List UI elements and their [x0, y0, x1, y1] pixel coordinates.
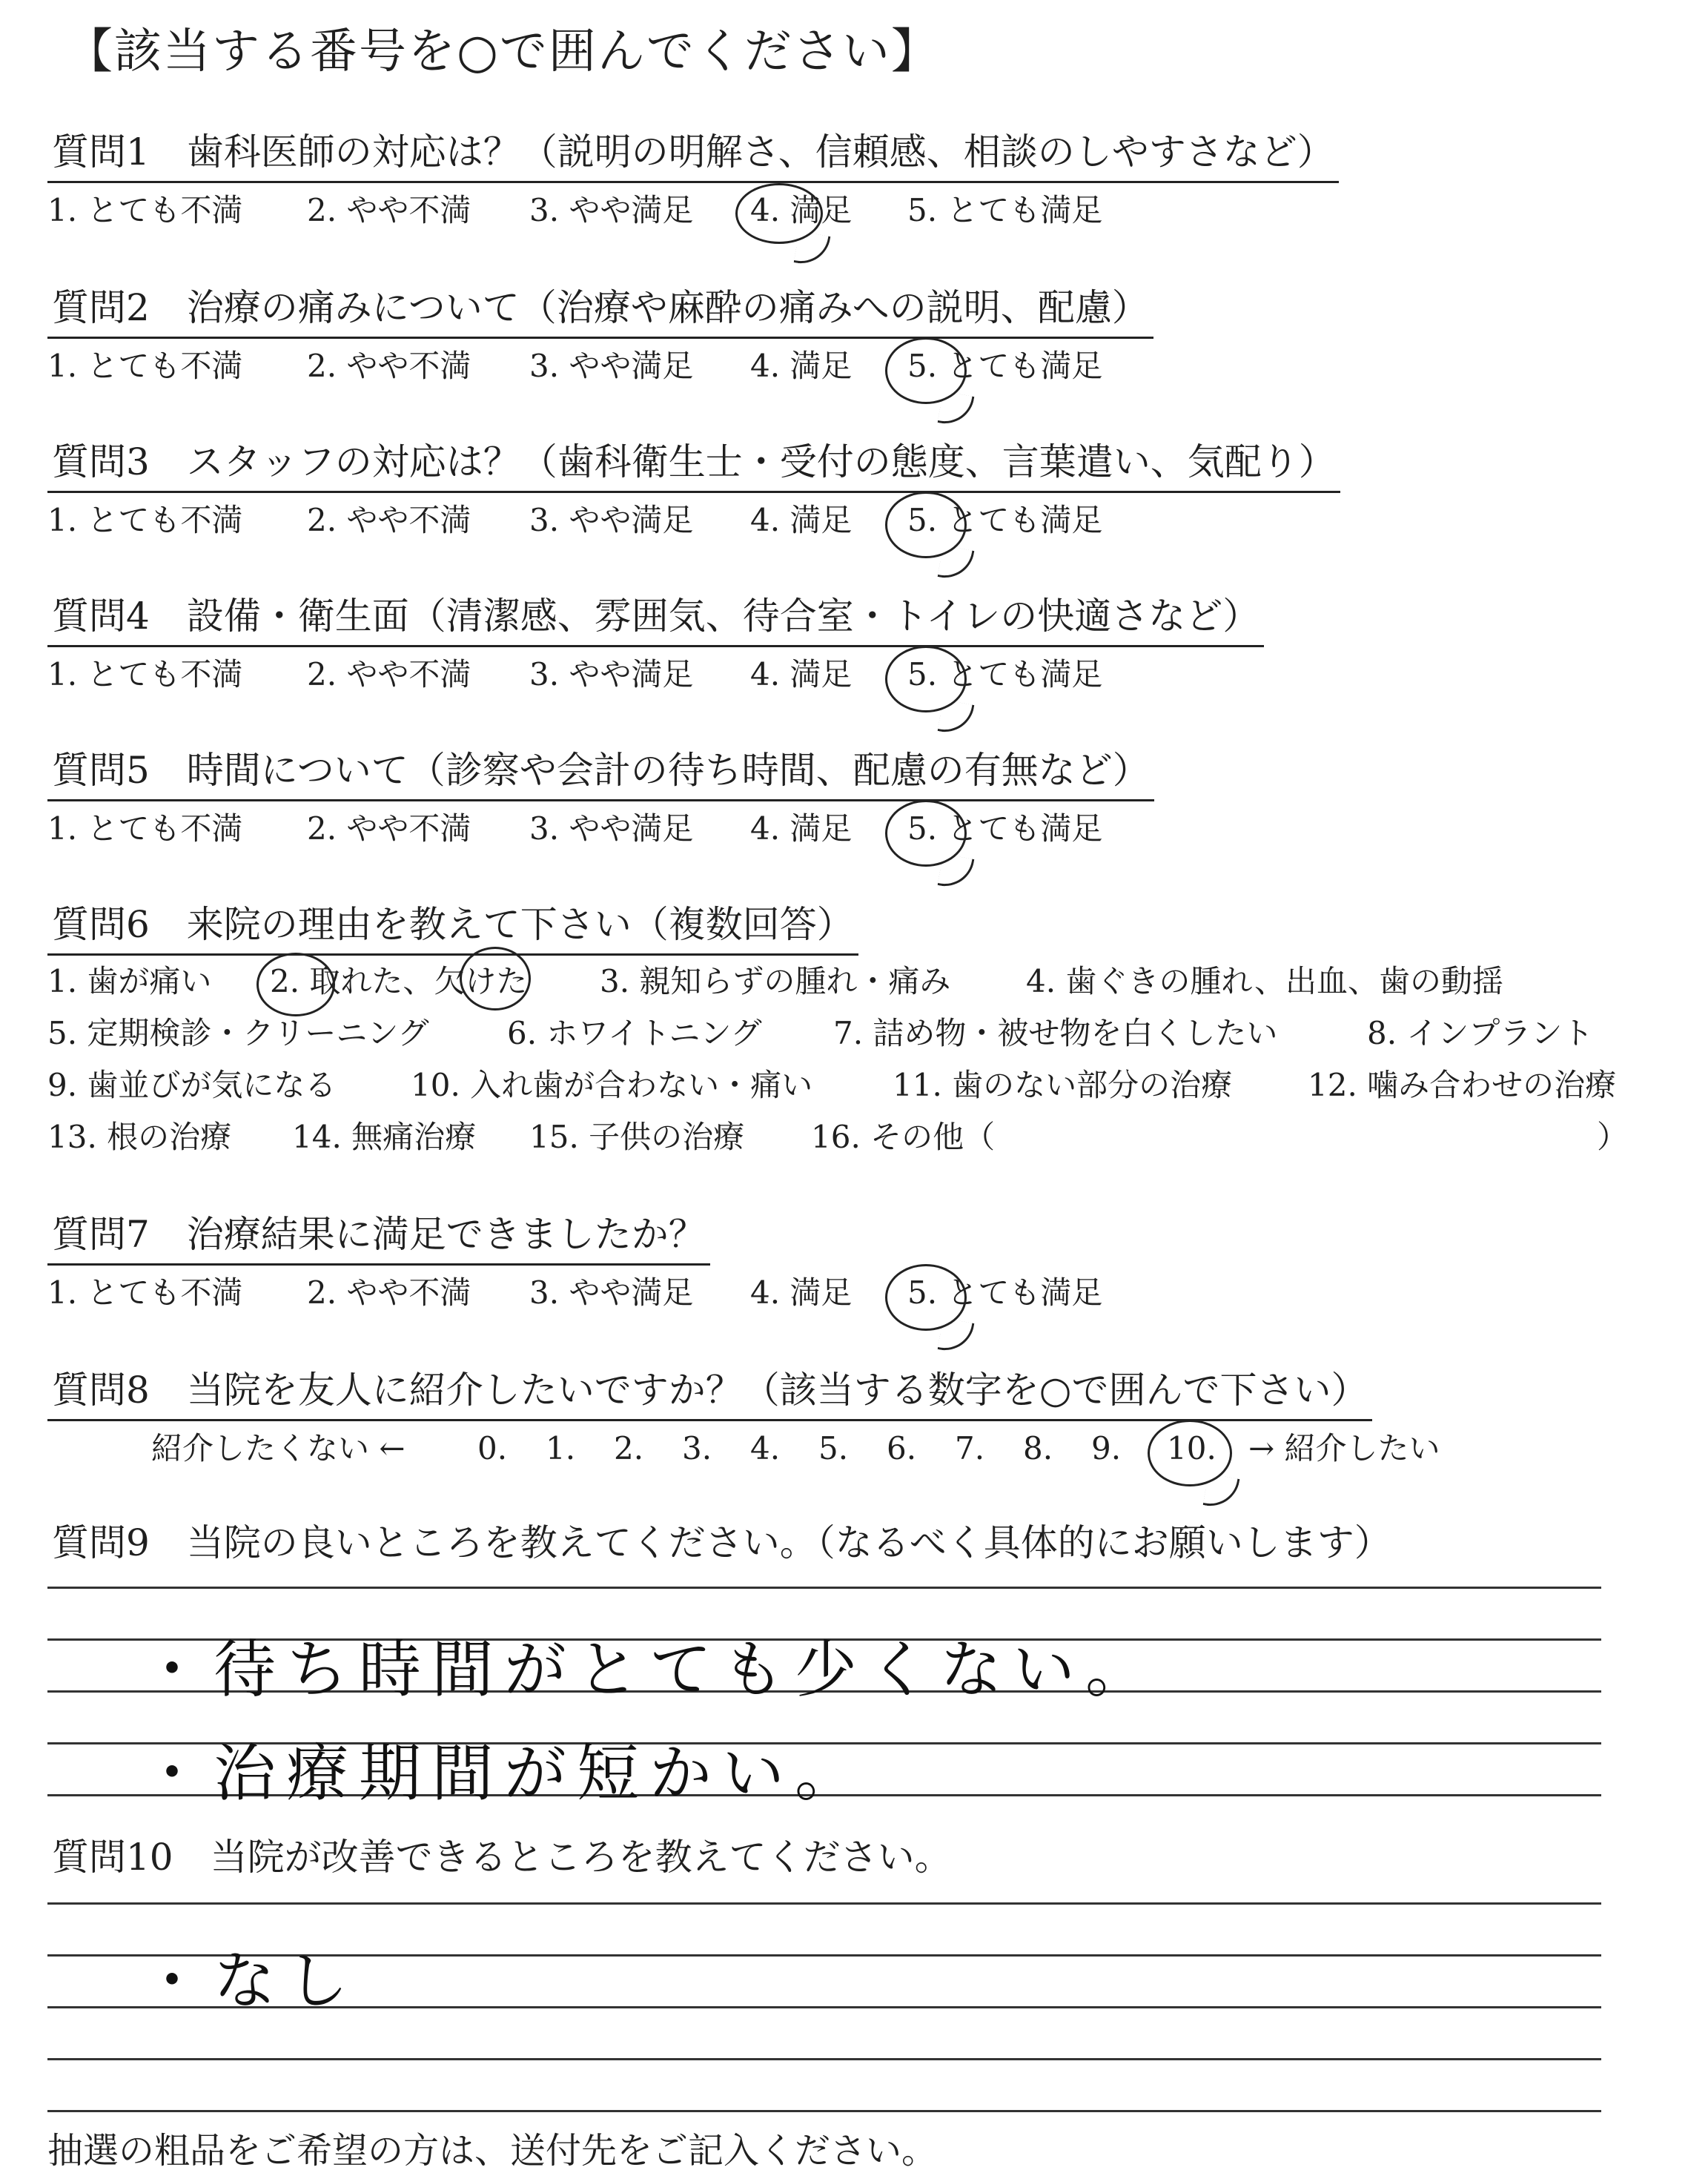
q6-option-15[interactable]: 15. 子供の治療	[529, 1119, 745, 1155]
q1-option-1[interactable]: 1. とても不満	[47, 192, 243, 228]
q7-option-5[interactable]: 5. とても満足	[907, 1274, 1103, 1311]
q8-num-4[interactable]: 4.	[750, 1430, 781, 1466]
q6-option-8[interactable]: 8. インプラント	[1367, 1015, 1594, 1051]
q4-option-4[interactable]: 4. 満足	[750, 656, 853, 692]
q8-num-9[interactable]: 9.	[1091, 1430, 1122, 1466]
q6-other-close-paren: ）	[1597, 1119, 1629, 1155]
q3-option-1[interactable]: 1. とても不満	[47, 502, 243, 538]
q10-line-5	[47, 2110, 1601, 2112]
q2-option-1[interactable]: 1. とても不満	[47, 348, 243, 384]
q4-option-5[interactable]: 5. とても満足	[907, 656, 1103, 692]
q10-line-4	[47, 2058, 1601, 2060]
question-5-options	[47, 810, 1664, 853]
q8-num-5[interactable]: 5.	[818, 1430, 849, 1466]
question-3-options	[47, 502, 1664, 545]
question-6-title: 質問6 来院の理由を教えて下さい（複数回答）	[47, 906, 858, 956]
q6-option-1[interactable]: 1. 歯が痛い	[47, 963, 212, 999]
q6-option-2[interactable]: 2. 取れた、欠けた	[270, 963, 528, 999]
q8-num-7[interactable]: 7.	[955, 1430, 985, 1466]
q6-option-6[interactable]: 6. ホワイトニング	[507, 1015, 762, 1051]
q6-row-2	[47, 1015, 1664, 1070]
q3-option-3[interactable]: 3. やや満足	[529, 502, 694, 538]
question-4	[47, 595, 1664, 699]
q3-option-4[interactable]: 4. 満足	[750, 502, 853, 538]
q1-option-5[interactable]: 5. とても満足	[907, 192, 1103, 228]
q1-option-4[interactable]: 4. 満足	[750, 192, 853, 228]
q7-option-3[interactable]: 3. やや満足	[529, 1274, 694, 1311]
q5-option-2[interactable]: 2. やや不満	[307, 810, 471, 847]
q8-left-label: 紹介したくない ←	[151, 1430, 406, 1466]
question-3	[47, 440, 1664, 545]
q8-num-2[interactable]: 2.	[614, 1430, 644, 1466]
question-8-title: 質問8 当院を友人に紹介したいですか？（該当する数字を○で囲んで下さい）	[47, 1372, 1372, 1421]
q4-option-1[interactable]: 1. とても不満	[47, 656, 243, 692]
q2-option-4[interactable]: 4. 満足	[750, 348, 853, 384]
q4-option-2[interactable]: 2. やや不満	[307, 656, 471, 692]
q9-handwritten-answer-1[interactable]: ・待ち時間がとても少くない。	[141, 1633, 1159, 1706]
q9-handwritten-answer-2[interactable]: ・治療期間が短かい。	[141, 1737, 868, 1810]
q8-num-8[interactable]: 8.	[1023, 1430, 1053, 1466]
q7-option-1[interactable]: 1. とても不満	[47, 1274, 243, 1311]
question-9	[47, 1521, 1664, 1572]
q6-option-10[interactable]: 10. 入れ歯が合わない・痛い	[411, 1067, 813, 1103]
q6-option-11[interactable]: 11. 歯のない部分の治療	[893, 1067, 1233, 1103]
q6-option-13[interactable]: 13. 根の治療	[47, 1119, 232, 1155]
q6-option-7[interactable]: 7. 詰め物・被せ物を白くしたい	[833, 1015, 1278, 1051]
question-3-title: 質問3 スタッフの対応は？（歯科衛生士・受付の態度、言葉遣い、気配り）	[47, 443, 1340, 493]
q6-row-4	[47, 1119, 1664, 1174]
q3-option-2[interactable]: 2. やや不満	[307, 502, 471, 538]
q8-num-10[interactable]: 10.	[1167, 1430, 1217, 1466]
question-9-title: 質問9 当院の良いところを教えてください。（なるべく具体的にお願いします）	[52, 1521, 1391, 1564]
q4-option-3[interactable]: 3. やや満足	[529, 656, 694, 692]
q8-num-0[interactable]: 0.	[477, 1430, 508, 1466]
question-1	[47, 130, 1664, 235]
q6-option-3[interactable]: 3. 親知らずの腫れ・痛み	[600, 963, 951, 999]
question-8-scale	[47, 1430, 1664, 1473]
question-6	[47, 903, 1664, 1174]
q2-option-2[interactable]: 2. やや不満	[307, 348, 471, 384]
question-5-title: 質問5 時間について（診察や会計の待ち時間、配慮の有無など）	[47, 752, 1154, 801]
question-10-title: 質問10 当院が改善できるところを教えてください。	[52, 1836, 952, 1879]
q10-line-1	[47, 1902, 1601, 1905]
q6-row-3	[47, 1067, 1664, 1122]
q5-option-1[interactable]: 1. とても不満	[47, 810, 243, 847]
q6-option-16[interactable]: 16. その他（	[811, 1119, 996, 1155]
q2-option-3[interactable]: 3. やや満足	[529, 348, 694, 384]
question-4-title: 質問4 設備・衛生面（清潔感、雰囲気、待合室・トイレの快適さなど）	[47, 598, 1264, 647]
question-2-options	[47, 348, 1664, 391]
q9-line-1	[47, 1587, 1601, 1589]
q5-option-3[interactable]: 3. やや満足	[529, 810, 694, 847]
question-8	[47, 1369, 1664, 1473]
q5-option-4[interactable]: 4. 満足	[750, 810, 853, 847]
q8-right-label: → 紹介したい	[1248, 1430, 1440, 1466]
question-4-options	[47, 656, 1664, 699]
question-6-options	[47, 963, 1664, 1174]
q1-option-2[interactable]: 2. やや不満	[307, 192, 471, 228]
question-1-options	[47, 192, 1664, 235]
footer-note: 抽選の粗品をご希望の方は、送付先をご記入ください。	[47, 2130, 938, 2172]
q3-option-5[interactable]: 5. とても満足	[907, 502, 1103, 538]
q6-option-12[interactable]: 12. 噛み合わせの治療	[1308, 1067, 1617, 1103]
q7-option-4[interactable]: 4. 満足	[750, 1274, 853, 1311]
q6-row-1	[47, 963, 1664, 1018]
q10-handwritten-answer-1[interactable]: ・なし	[141, 1945, 360, 2017]
q6-option-4[interactable]: 4. 歯ぐきの腫れ、出血、歯の動揺	[1026, 963, 1503, 999]
question-7-title: 質問7 治療結果に満足できましたか？	[47, 1216, 710, 1266]
question-10	[47, 1836, 1664, 1886]
question-7-options	[47, 1274, 1664, 1317]
q5-option-5[interactable]: 5. とても満足	[907, 810, 1103, 847]
instruction-header: 【該当する番号を○で囲んでください】	[65, 24, 940, 79]
q6-option-9[interactable]: 9. 歯並びが気になる	[47, 1067, 337, 1103]
question-5	[47, 749, 1664, 853]
q6-option-14[interactable]: 14. 無痛治療	[292, 1119, 477, 1155]
question-7	[47, 1213, 1664, 1317]
q8-num-3[interactable]: 3.	[682, 1430, 712, 1466]
question-2-title: 質問2 治療の痛みについて（治療や麻酔の痛みへの説明、配慮）	[47, 289, 1153, 339]
q7-option-2[interactable]: 2. やや不満	[307, 1274, 471, 1311]
question-2	[47, 286, 1664, 391]
question-1-title: 質問1 歯科医師の対応は？（説明の明解さ、信頼感、相談のしやすさなど）	[47, 133, 1339, 183]
q6-option-5[interactable]: 5. 定期検診・クリーニング	[47, 1015, 429, 1051]
q1-option-3[interactable]: 3. やや満足	[529, 192, 694, 228]
q2-option-5[interactable]: 5. とても満足	[907, 348, 1103, 384]
q8-num-1[interactable]: 1.	[546, 1430, 576, 1466]
q8-num-6[interactable]: 6.	[887, 1430, 917, 1466]
